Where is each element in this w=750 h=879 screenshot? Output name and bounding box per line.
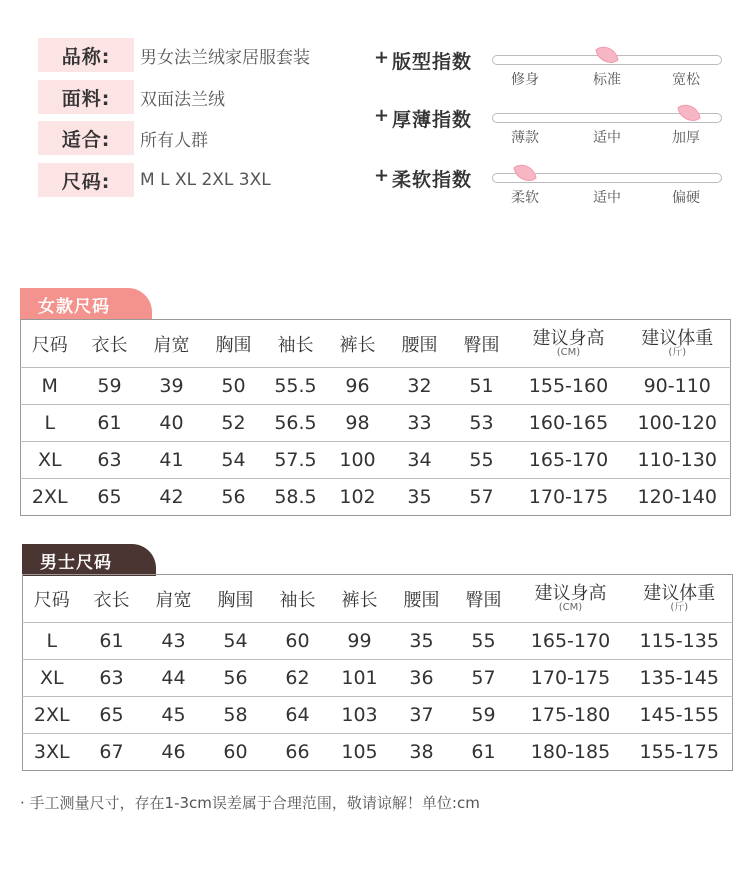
- info-label: 面料:: [38, 80, 134, 114]
- table-cell: 40: [141, 405, 203, 442]
- index-label-low: 薄款: [511, 130, 539, 146]
- table-cell: 32: [389, 368, 451, 405]
- index-fit: [372, 47, 727, 91]
- table-cell: 165-170: [515, 623, 627, 660]
- men-size-table: [22, 574, 733, 771]
- table-cell: 44: [143, 660, 205, 697]
- col-header-unit: (CM): [556, 346, 581, 358]
- table-cell: 42: [141, 479, 203, 516]
- info-row-size: [38, 163, 271, 197]
- table-cell: 96: [327, 368, 389, 405]
- table-cell: XL: [23, 660, 81, 697]
- table-cell: 105: [329, 734, 391, 771]
- info-row-suitable: [38, 121, 208, 155]
- table-cell: 66: [267, 734, 329, 771]
- table-cell: 103: [329, 697, 391, 734]
- table-cell: 56: [203, 479, 265, 516]
- women-size-tab: 女款尺码: [20, 288, 152, 320]
- index-label-high: 偏硬: [672, 190, 700, 206]
- table-cell: 51: [451, 368, 513, 405]
- col-header-height: [515, 575, 627, 623]
- col-header-weight: [625, 320, 731, 368]
- col-header-height: [513, 320, 625, 368]
- table-cell: 155-175: [627, 734, 733, 771]
- table-cell: 65: [79, 479, 141, 516]
- table-row: [21, 479, 731, 516]
- table-cell: 64: [267, 697, 329, 734]
- col-header: 腰围: [401, 334, 438, 356]
- info-label: 品称:: [38, 38, 134, 72]
- col-header: 肩宽: [153, 334, 190, 356]
- table-cell: 35: [391, 623, 453, 660]
- col-header: 袖长: [279, 589, 316, 611]
- index-label-high: 加厚: [672, 130, 700, 146]
- col-header: 袖长: [277, 334, 314, 356]
- footnote: · 手工测量尺寸，存在1-3cm误差属于合理范围，敬请谅解！单位:cm: [20, 794, 480, 812]
- table-cell: 100-120: [625, 405, 731, 442]
- info-value: 男女法兰绒家居服套装: [140, 47, 310, 68]
- col-header: 腰围: [403, 589, 440, 611]
- petal-icon: [676, 104, 702, 124]
- index-label-low: 柔软: [511, 190, 539, 206]
- plus-icon: +: [374, 165, 390, 186]
- col-header: 胸围: [215, 334, 252, 356]
- col-header: 肩宽: [155, 589, 192, 611]
- table-cell: L: [21, 405, 79, 442]
- table-cell: 99: [329, 623, 391, 660]
- table-row: [21, 442, 731, 479]
- table-cell: 120-140: [625, 479, 731, 516]
- table-cell: 63: [79, 442, 141, 479]
- table-cell: 61: [453, 734, 515, 771]
- col-header-main: 建议身高: [532, 327, 605, 349]
- index-title: 厚薄指数: [392, 109, 473, 131]
- table-cell: 50: [203, 368, 265, 405]
- table-cell: 170-175: [515, 660, 627, 697]
- table-cell: 53: [451, 405, 513, 442]
- index-track: [492, 55, 722, 65]
- col-header-unit: (斤): [670, 601, 689, 613]
- table-cell: 165-170: [513, 442, 625, 479]
- table-cell: 57.5: [265, 442, 327, 479]
- table-cell: 110-130: [625, 442, 731, 479]
- table-row: [23, 734, 733, 771]
- plus-icon: +: [374, 105, 390, 126]
- index-label-low: 修身: [511, 72, 539, 88]
- index-track: [492, 113, 722, 123]
- table-cell: 56.5: [265, 405, 327, 442]
- table-cell: 55.5: [265, 368, 327, 405]
- index-title: 版型指数: [392, 51, 473, 73]
- col-header: 裤长: [341, 589, 378, 611]
- col-header: 胸围: [217, 589, 254, 611]
- col-header: 尺码: [33, 589, 70, 611]
- table-body: [23, 623, 733, 771]
- table-cell: 36: [391, 660, 453, 697]
- table-cell: 3XL: [23, 734, 81, 771]
- col-header-main: 建议体重: [643, 582, 716, 604]
- table-cell: 59: [453, 697, 515, 734]
- table-header-row: [21, 320, 731, 368]
- table-cell: 58: [205, 697, 267, 734]
- table-cell: 56: [205, 660, 267, 697]
- table-cell: 41: [141, 442, 203, 479]
- table-cell: M: [21, 368, 79, 405]
- table-cell: 54: [205, 623, 267, 660]
- index-title: 柔软指数: [392, 169, 473, 191]
- table-cell: 100: [327, 442, 389, 479]
- col-header-main: 建议身高: [534, 582, 607, 604]
- table-cell: 60: [267, 623, 329, 660]
- col-header-unit: (CM): [558, 601, 583, 613]
- col-header: 衣长: [91, 334, 128, 356]
- info-label: 适合:: [38, 121, 134, 155]
- table-cell: L: [23, 623, 81, 660]
- info-row-name: [38, 38, 310, 72]
- table-cell: XL: [21, 442, 79, 479]
- table-cell: 45: [143, 697, 205, 734]
- table-cell: 61: [81, 623, 143, 660]
- col-header-main: 建议体重: [641, 327, 714, 349]
- table-cell: 170-175: [513, 479, 625, 516]
- table-cell: 102: [327, 479, 389, 516]
- plus-icon: +: [374, 47, 390, 68]
- index-label-mid: 适中: [593, 130, 621, 146]
- table-cell: 155-160: [513, 368, 625, 405]
- info-value: M L XL 2XL 3XL: [140, 170, 271, 190]
- table-cell: 135-145: [627, 660, 733, 697]
- table-cell: 61: [79, 405, 141, 442]
- col-header: 臀围: [465, 589, 502, 611]
- table-cell: 65: [81, 697, 143, 734]
- index-label-mid: 适中: [593, 190, 621, 206]
- col-header-weight: [627, 575, 733, 623]
- info-value: 所有人群: [140, 130, 208, 151]
- table-cell: 175-180: [515, 697, 627, 734]
- info-row-fabric: [38, 80, 225, 114]
- table-cell: 52: [203, 405, 265, 442]
- table-row: [21, 368, 731, 405]
- index-label-mid: 标准: [593, 72, 621, 88]
- table-cell: 57: [453, 660, 515, 697]
- table-cell: 90-110: [625, 368, 731, 405]
- index-label-high: 宽松: [672, 72, 700, 88]
- table-header-row: [23, 575, 733, 623]
- table-cell: 60: [205, 734, 267, 771]
- table-row: [23, 697, 733, 734]
- table-cell: 160-165: [513, 405, 625, 442]
- col-header: 衣长: [93, 589, 130, 611]
- col-header: 臀围: [463, 334, 500, 356]
- table-cell: 33: [389, 405, 451, 442]
- index-softness: [372, 165, 727, 209]
- table-cell: 115-135: [627, 623, 733, 660]
- table-cell: 101: [329, 660, 391, 697]
- col-header: 裤长: [339, 334, 376, 356]
- table-cell: 43: [143, 623, 205, 660]
- table-body: [21, 368, 731, 516]
- table-cell: 35: [389, 479, 451, 516]
- col-header-unit: (斤): [668, 346, 687, 358]
- table-cell: 34: [389, 442, 451, 479]
- table-cell: 39: [141, 368, 203, 405]
- table-cell: 67: [81, 734, 143, 771]
- table-row: [21, 405, 731, 442]
- table-cell: 55: [453, 623, 515, 660]
- table-cell: 62: [267, 660, 329, 697]
- table-row: [23, 660, 733, 697]
- table-cell: 2XL: [21, 479, 79, 516]
- women-size-table: [20, 319, 731, 516]
- table-row: [23, 623, 733, 660]
- petal-icon: [594, 46, 620, 66]
- table-cell: 59: [79, 368, 141, 405]
- petal-icon: [512, 164, 538, 184]
- col-header: 尺码: [31, 334, 68, 356]
- table-cell: 145-155: [627, 697, 733, 734]
- table-cell: 37: [391, 697, 453, 734]
- table-cell: 57: [451, 479, 513, 516]
- table-cell: 54: [203, 442, 265, 479]
- table-cell: 58.5: [265, 479, 327, 516]
- table-cell: 38: [391, 734, 453, 771]
- table-cell: 63: [81, 660, 143, 697]
- index-thickness: [372, 105, 727, 149]
- table-cell: 98: [327, 405, 389, 442]
- men-size-tab: 男士尺码: [22, 544, 156, 576]
- info-value: 双面法兰绒: [140, 89, 225, 110]
- table-cell: 2XL: [23, 697, 81, 734]
- index-track: [492, 173, 722, 183]
- table-cell: 180-185: [515, 734, 627, 771]
- table-cell: 46: [143, 734, 205, 771]
- info-label: 尺码:: [38, 163, 134, 197]
- table-cell: 55: [451, 442, 513, 479]
